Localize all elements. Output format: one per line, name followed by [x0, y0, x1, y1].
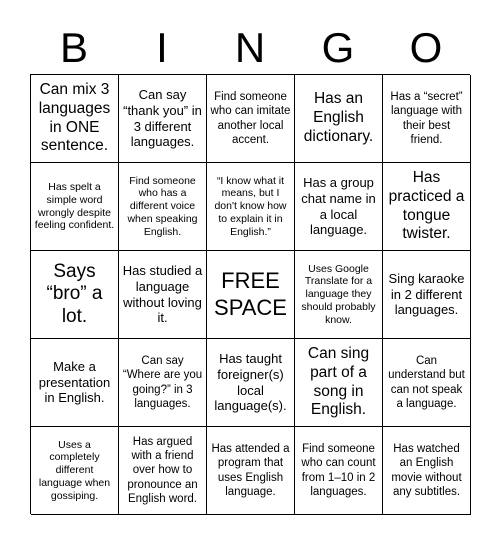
bingo-cell-text: Uses Google Translate for a language they should probably know. — [301, 262, 376, 326]
bingo-cell-text: Says “bro” a lot. — [46, 260, 103, 327]
bingo-cell[interactable] — [295, 339, 383, 427]
bingo-cell[interactable] — [383, 339, 471, 427]
bingo-cell[interactable] — [31, 163, 119, 251]
bingo-cell-text: Has practiced a tongue twister. — [388, 168, 465, 243]
bingo-cell[interactable] — [119, 251, 207, 339]
bingo-cell[interactable] — [295, 163, 383, 251]
bingo-cell[interactable] — [119, 339, 207, 427]
bingo-cell-text: Sing karaoke in 2 different languages. — [388, 270, 465, 318]
bingo-cell[interactable] — [207, 75, 295, 163]
bingo-cell[interactable] — [31, 339, 119, 427]
bingo-cell[interactable] — [31, 75, 119, 163]
header-letter-i: I — [156, 24, 168, 71]
bingo-cell[interactable] — [119, 163, 207, 251]
bingo-cell-text: FREE SPACE — [214, 268, 287, 320]
bingo-cell-text: Has a “secret” language with their best friend. — [390, 91, 463, 146]
bingo-cell-text: Can mix 3 languages in ONE sentence. — [38, 80, 111, 155]
bingo-cell[interactable] — [295, 251, 383, 339]
bingo-cell[interactable] — [383, 75, 471, 163]
bingo-cell-text: Uses a completely different language when gossiping. — [38, 438, 111, 502]
bingo-cell-text: Has a group chat name in a local language. — [301, 174, 376, 238]
bingo-cell-text: “I know what it means, but I don't know how to explain it in English.” — [214, 174, 287, 238]
bingo-cell[interactable] — [207, 163, 295, 251]
bingo-cell-text: Can understand but can not speak a language. — [388, 355, 465, 410]
header-letter-b: B — [59, 24, 88, 71]
bingo-cell-text: Has taught foreigner(s) local language(s). — [214, 350, 287, 414]
header-letter-o: O — [409, 24, 443, 71]
bingo-cell-text: Find someone who has a different voice when speaking English. — [127, 174, 198, 238]
bingo-cell-text: Can sing part of a song in English. — [307, 344, 370, 419]
bingo-header — [30, 24, 470, 72]
bingo-card-grid — [30, 74, 470, 514]
bingo-cell-text: Has watched an English movie without any subtitles. — [391, 443, 462, 498]
bingo-cell-text: Find someone who can imitate another local accent. — [210, 91, 291, 146]
bingo-cell-text: Has argued with a friend over how to pronounce an English word. — [127, 436, 198, 505]
bingo-cell[interactable] — [31, 427, 119, 515]
bingo-cell[interactable] — [31, 251, 119, 339]
bingo-cell[interactable] — [383, 251, 471, 339]
bingo-cell-text: Has studied a language without loving it. — [122, 262, 203, 326]
bingo-cell-text: Has an English dictionary. — [303, 90, 374, 145]
bingo-cell-text: Has spelt a simple word wrongly despite feeling confident. — [34, 180, 115, 232]
bingo-cell-text: Has attended a program that uses English language. — [211, 443, 290, 498]
bingo-cell-text: Can say “Where are you going?” in 3 languages. — [122, 355, 203, 410]
bingo-cell-text: Find someone who can count from 1–10 in 2 languages. — [301, 443, 376, 498]
bingo-cell[interactable] — [295, 427, 383, 515]
bingo-cell-text: Can say “thank you” in 3 different languages. — [123, 86, 202, 150]
bingo-cell[interactable] — [383, 427, 471, 515]
header-letter-n: N — [234, 24, 266, 71]
header-letter-g: G — [321, 24, 355, 71]
bingo-cell[interactable] — [207, 339, 295, 427]
bingo-cell[interactable] — [295, 75, 383, 163]
bingo-cell[interactable] — [207, 427, 295, 515]
bingo-cell[interactable] — [383, 163, 471, 251]
bingo-free-space[interactable] — [207, 251, 295, 339]
bingo-cell[interactable] — [119, 427, 207, 515]
bingo-cell[interactable] — [119, 75, 207, 163]
bingo-cell-text: Make a presentation in English. — [38, 358, 111, 406]
